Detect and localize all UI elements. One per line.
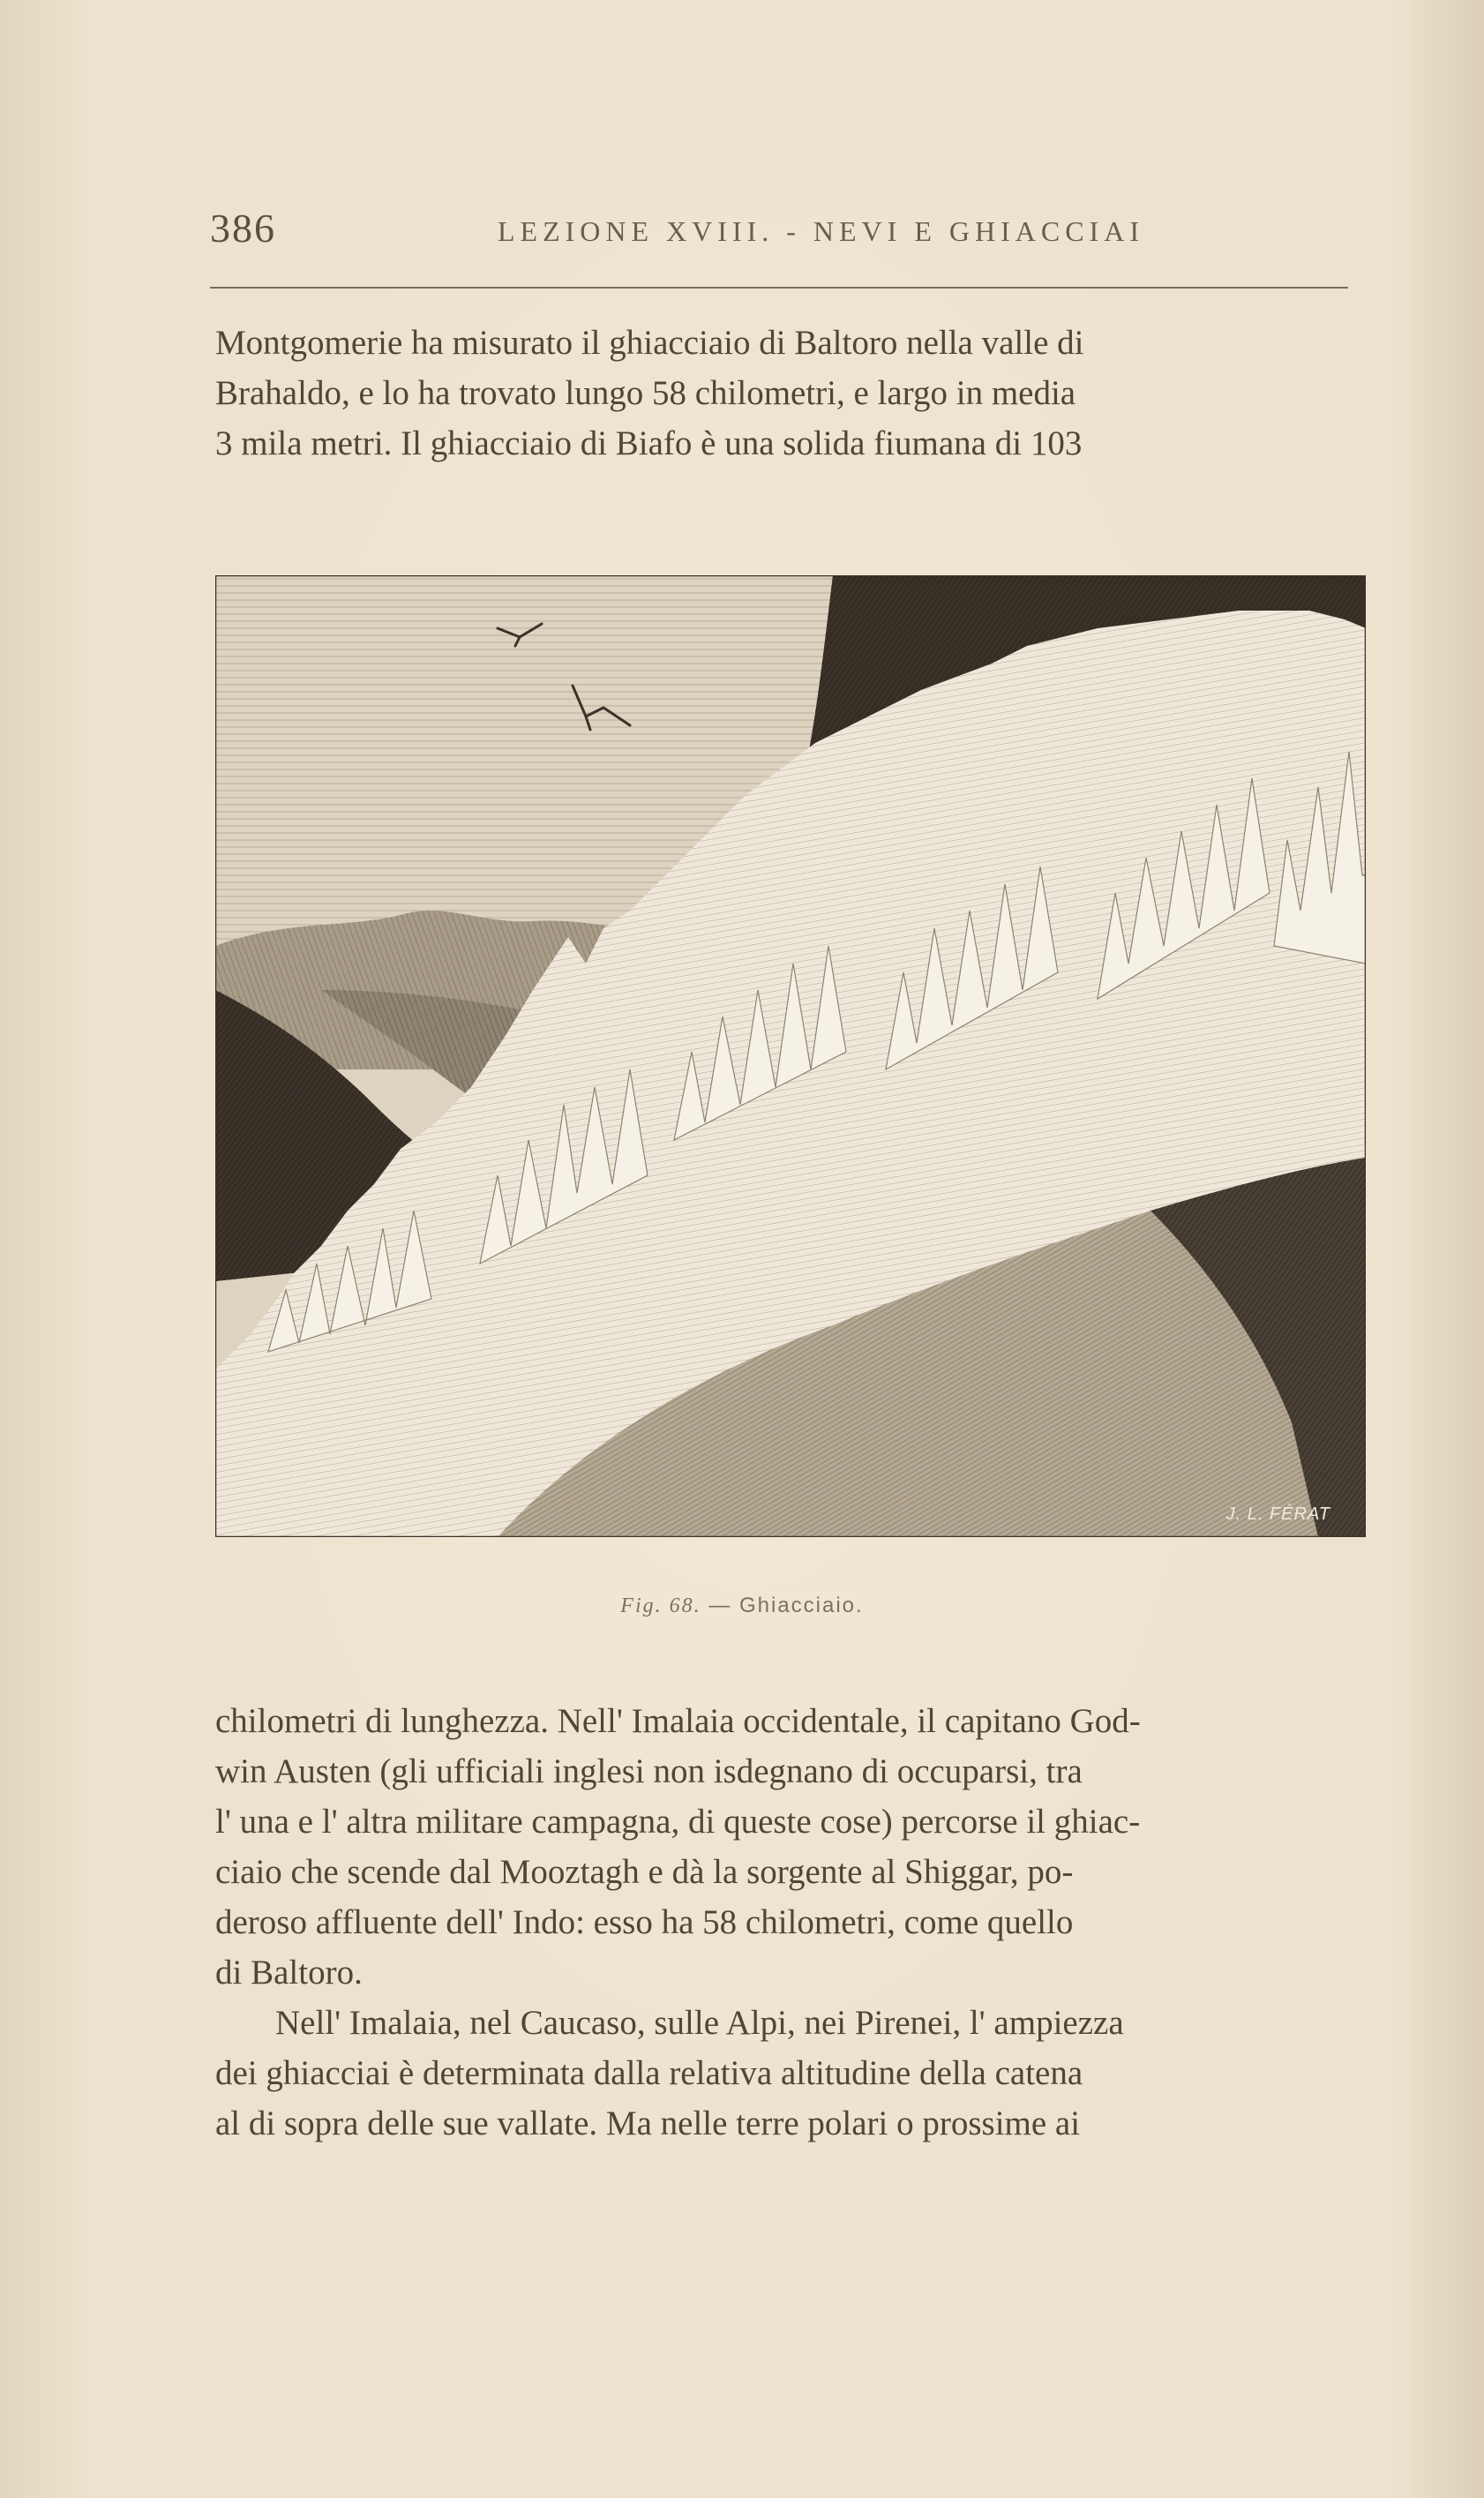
- chapter-running-title: LEZIONE XVIII. - NEVI E GHIACCIAI: [498, 215, 1144, 247]
- text-line: dei ghiacciai è determinata dalla relativa altitudine della catena: [215, 2054, 1083, 2092]
- text-line: al di sopra delle sue vallate. Ma nelle terre polari o prossime ai: [215, 2104, 1081, 2142]
- text-line: chilometri di lunghezza. Nell' Imalaia occidentale, il capitano God-: [215, 1702, 1141, 1740]
- glacier-illustration: [215, 575, 1366, 1537]
- figure-caption: [0, 1594, 1484, 1618]
- text-line: Montgomerie ha misurato il ghiacciaio di Baltoro nella valle di: [215, 324, 1084, 362]
- paragraph-continuation: [215, 1696, 1380, 2149]
- header-rule: [210, 287, 1348, 289]
- figure-number: Fig. 68.: [620, 1594, 701, 1617]
- text-line: Brahaldo, e lo ha trovato lungo 58 chilometri, e largo in media: [215, 374, 1076, 412]
- text-line: 3 mila metri. Il ghiacciaio di Biafo è una solida fiumana di 103: [215, 424, 1083, 462]
- text-line: Nell' Imalaia, nel Caucaso, sulle Alpi, nei Pirenei, l' ampiezza: [275, 2004, 1124, 2042]
- caption-dash: —: [708, 1594, 739, 1617]
- text-line: l' una e l' altra militare campagna, di queste cose) percorse il ghiac-: [215, 1803, 1141, 1841]
- figure-title: Ghiacciaio.: [738, 1594, 864, 1617]
- paragraph-top: [215, 318, 1380, 469]
- text-line: deroso affluente dell' Indo: esso ha 58 chilometri, come quello: [215, 1903, 1074, 1941]
- text-line: ciaio che scende dal Mooztagh e dà la sorgente al Shiggar, po-: [215, 1853, 1074, 1891]
- engraver-signature: J. L. FÉRAT: [1225, 1504, 1330, 1524]
- running-head: [210, 205, 1348, 258]
- text-line: di Baltoro.: [215, 1954, 363, 1992]
- text-line: win Austen (gli ufficiali inglesi non isdegnano di occuparsi, tra: [215, 1752, 1083, 1790]
- page-number: 386: [210, 206, 276, 251]
- glacier-engraving: [215, 575, 1366, 1537]
